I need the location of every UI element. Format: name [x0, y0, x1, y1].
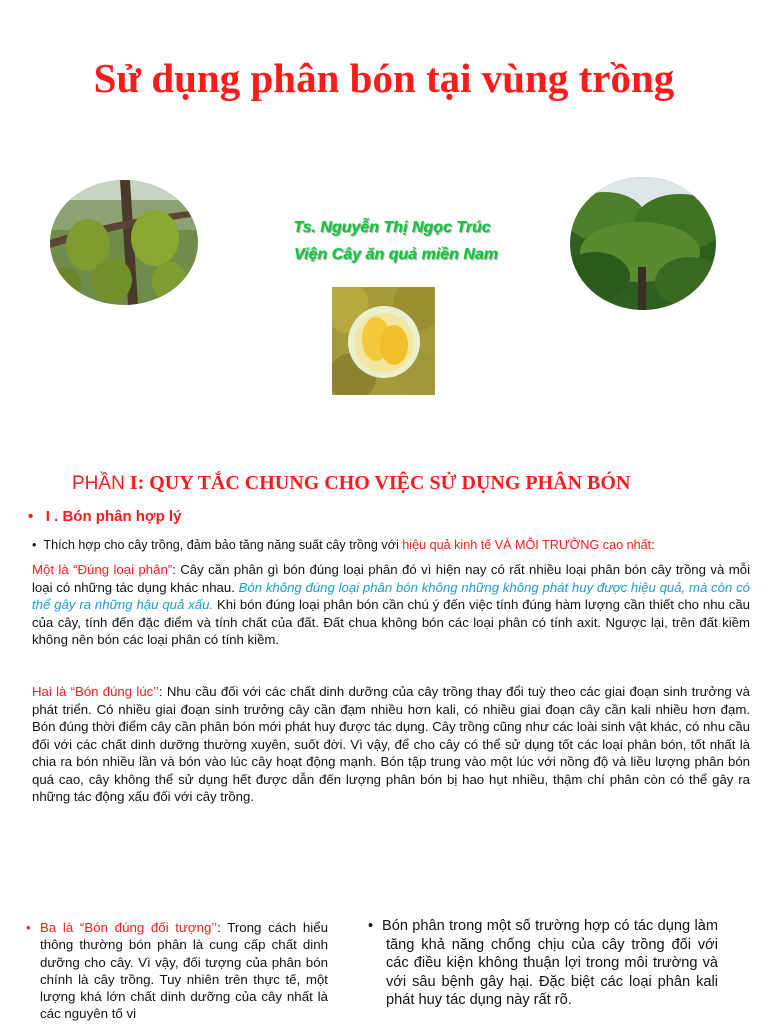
para2-lead: Hai là “Bón đúng lúc’’	[32, 684, 159, 699]
intro-highlight: hiệu quả kinh tế VÀ MÔI TRƯỜNG cao nhất	[402, 538, 652, 552]
intro-end: :	[651, 538, 655, 552]
durian-opened-image	[332, 287, 435, 395]
para1-italic-note: Bón không đúng loại phân bón không những không phát huy được hiệu quả, mà còn có thể gây ra những hậu quả xấu.	[32, 579, 750, 612]
page-title: Sử dụng phân bón tại vùng trồng	[93, 55, 675, 101]
durian-orchard-image	[570, 177, 716, 310]
section-prefix: PHẦN	[72, 473, 125, 494]
section-heading	[72, 471, 732, 496]
intro-text: Thích hợp cho cây trồng, đảm bảo tăng năng suất cây trồng với	[43, 538, 403, 552]
intro-bullet-dot: •	[32, 538, 37, 552]
col-left-lead: Ba là “Bón đúng đối tượng’’	[40, 920, 218, 935]
column-right-resistance	[368, 917, 718, 1010]
section-heading-text: I: QUY TẮC CHUNG CHO VIỆC SỬ DỤNG PHÂN BÓN	[129, 472, 631, 494]
para1-lead: Một là “Đúng loại phân”	[32, 562, 173, 577]
author-institute: Viện Cây ăn quả miền Nam	[294, 246, 498, 263]
column-left-right-target	[26, 919, 328, 1023]
para2-text: : Nhu cầu đối với các chất dinh dưỡng của cây trồng thay đổi tuỳ theo các giai đoạn sinh trưởng và phát triển. Có nhiều giai đoạn sinh trưởng cây cần đạm nhiều hơn kali, có nhiều giai đoạn cây cần kali nhiều hơn đạm. Bón đúng thời điểm cây cần phân bón mới phát huy được tác dụng. Cây trồng cũng như các loài sinh vật khác, có nhu cầu đối với các chất dinh dưỡng thường xuyên, suốt đời. Vì vậy, để cho cây có thể sử dụng tốt các loại phân bón, tốt nhất là chia ra bón nhiều lần và bón vào lúc cây hoạt động mạnh. Bón tập trung vào một lúc với nồng độ và liều lượng phân bón quá cao, cây không thể sử dụng hết được dẫn đến lượng phân bón bị hao hụt nhiều, thậm chí phân còn có thể gây ra những tác động xấu đối với cây trồng.	[32, 684, 750, 804]
subheading-bullet: •	[28, 508, 34, 525]
subheading-text: I . Bón phân hợp lý	[45, 508, 182, 525]
durian-tree-image	[50, 180, 198, 305]
paragraph-right-type	[32, 561, 750, 649]
para1-text1: : Cây cần phân gì bón đúng loại phân đó vì hiện nay có rất nhiều loại phân bón cây trồng và mỗi loại có những tác dụng khác nhau.	[32, 562, 751, 595]
col-left-bullet: •	[26, 920, 31, 935]
para1-text2: Khi bón đúng loại phân bón cần chú ý đến việc tính đúng hàm lượng cần thiết cho nhu cầu của cây, tính đến đặc điểm và tính chất của đất. Đất chua không bón các loại phân có tính axit. Ngược lại, trên đất kiềm không nên bón các loại phân có tính kiềm.	[32, 597, 750, 647]
subheading	[28, 508, 181, 525]
col-right-bullet: •	[368, 918, 374, 934]
intro-bullet	[32, 537, 762, 555]
author-name: Ts. Nguyễn Thị Ngọc Trúc	[293, 219, 491, 236]
col-right-text: Bón phân trong một số trường hợp có tác dụng làm tăng khả năng chống chịu của cây trồng đối với các điều kiện không thuận lợi trong môi trường và với sâu bệnh gây hại. Đặc biệt các loại phân kali phát huy tác dụng này rất rõ.	[382, 918, 718, 1008]
col-left-text: : Trong cách hiểu thông thường bón phân là cung cấp chất dinh dưỡng cho cây. Vì vậy, đối tượng của phân bón chính là cây trồng. Tuy nhiên trên thực tế, một lượng khá lớn chất dinh dưỡng của cây nhất là các nguyên tố vi	[40, 920, 328, 1022]
paragraph-right-time	[32, 683, 750, 806]
